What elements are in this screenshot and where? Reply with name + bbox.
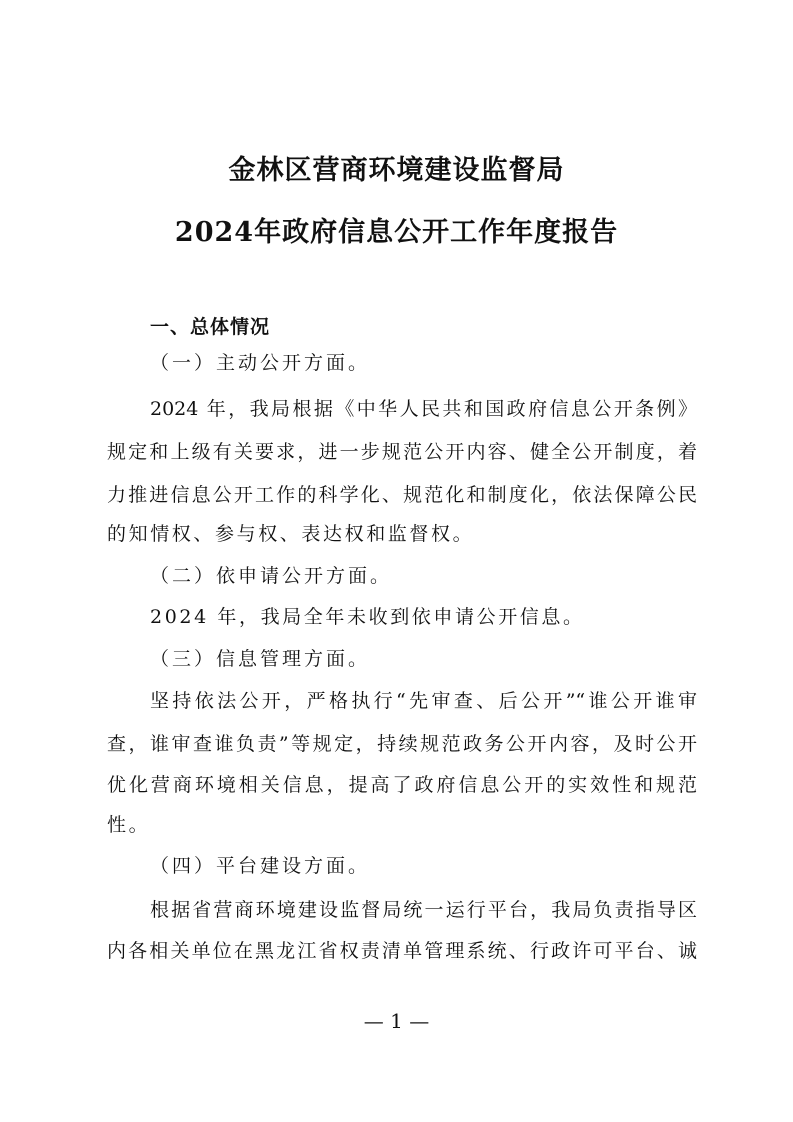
paragraph-line: 根据省营商环境建设监督局统一运行平台，我局负责指导区 — [150, 899, 697, 921]
subsection-heading-management: （三）信息管理方面。 — [150, 648, 371, 670]
subsection-heading-platform: （四）平台建设方面。 — [150, 855, 371, 877]
paragraph-line: 规定和上级有关要求，进一步规范公开内容、健全公开制度，着 — [107, 441, 697, 463]
paragraph-line: 性。 — [107, 814, 151, 836]
paragraph-line: 2024 年，我局全年未收到依申请公开信息。 — [150, 606, 585, 628]
subsection-heading-proactive: （一）主动公开方面。 — [150, 352, 371, 374]
paragraph-line: 内各相关单位在黑龙江省权责清单管理系统、行政许可平台、诚 — [107, 940, 697, 962]
paragraph-line: 坚持依法公开，严格执行“先审查、后公开”“谁公开谁审 — [150, 690, 697, 712]
section-heading-overview: 一、总体情况 — [150, 316, 271, 338]
paragraph-line: 的知情权、参与权、表达权和监督权。 — [107, 523, 475, 545]
document-title-line1: 金林区营商环境建设监督局 — [228, 155, 565, 186]
subsection-heading-on-request: （二）依申请公开方面。 — [150, 565, 393, 587]
paragraph-line: 查，谁审查谁负责”等规定，持续规范政务公开内容，及时公开 — [107, 733, 697, 755]
paragraph-line: 优化营商环境相关信息，提高了政府信息公开的实效性和规范 — [107, 774, 697, 796]
paragraph-line: 力推进信息公开工作的科学化、规范化和制度化，依法保障公民 — [107, 484, 697, 506]
paragraph-line: 2024 年，我局根据《中华人民共和国政府信息公开条例》 — [150, 398, 697, 420]
page-number: — 1 — — [363, 1009, 430, 1033]
document-title-line2: 2024年政府信息公开工作年度报告 — [174, 217, 619, 248]
